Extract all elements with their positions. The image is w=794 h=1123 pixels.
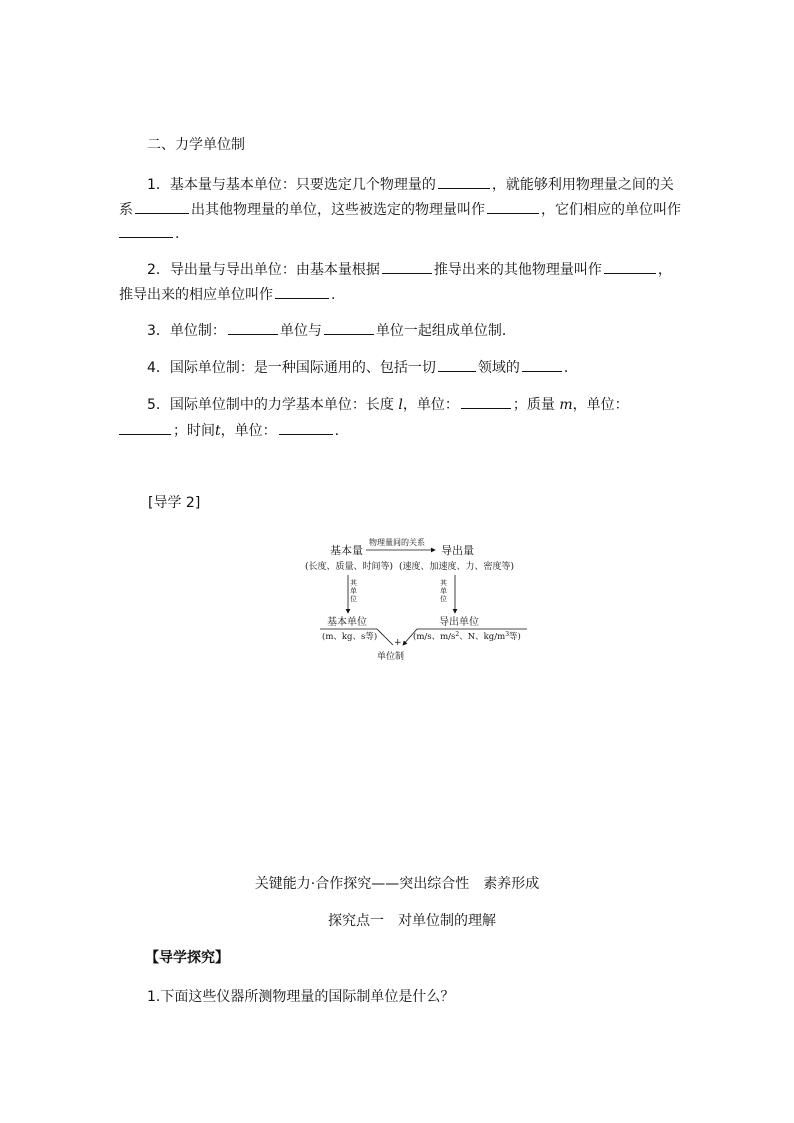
item-5-text-a: 国际单位制中的力学基本单位：长度 xyxy=(169,397,394,413)
diagram-derived-unit: 导出单位 xyxy=(439,617,479,628)
item-5-line-2 xyxy=(119,420,339,441)
item-2-text-d: 推导出来的相应单位叫作 xyxy=(119,287,273,303)
item-2-line-1 xyxy=(147,259,672,280)
item-1-text-b: ，就能够利用物理量之间的关 xyxy=(491,177,674,193)
blank-8[interactable] xyxy=(228,320,278,335)
blank-6[interactable] xyxy=(604,259,656,274)
item-1-text-d: 出其他物理量的单位，这些被选定的物理量叫作 xyxy=(191,202,485,218)
item-4-text-b: 领域的 xyxy=(477,360,520,376)
item-2-text-b: 推导出来的其他物理量叫作 xyxy=(433,262,602,278)
item-4-text-c: . xyxy=(563,360,569,376)
diagram-relation-label: 物理量间的关系 xyxy=(369,538,425,547)
key-ability-title: 关键能力·合作探究——突出综合性 素养形成 xyxy=(254,876,540,892)
diagram-base-quantity: 基本量 xyxy=(330,544,363,557)
item-2-line-2 xyxy=(119,284,335,305)
item-1-line-1 xyxy=(147,174,674,195)
diagram-unit-system: 单位制 xyxy=(377,652,405,662)
diagram-right-label-3: 位 xyxy=(440,595,447,603)
blank-10[interactable] xyxy=(438,357,476,372)
diagram-base-examples: (长度、质量、时间等) xyxy=(305,562,394,572)
blank-3[interactable] xyxy=(487,199,539,214)
diagram-right-label-2: 单 xyxy=(440,587,447,595)
item-5-text-f: ，单位： xyxy=(220,423,277,439)
item-1-line-3 xyxy=(119,223,179,244)
question-1: 1.下面这些仪器所测物理量的国际制单位是什么？ xyxy=(147,989,455,1005)
item-3-text-a: 单位制： xyxy=(169,323,226,339)
guide-2-label: [导学 2] xyxy=(148,495,201,511)
item-2-number: 2． xyxy=(147,262,170,278)
symbol-t: t xyxy=(215,423,221,439)
diagram-left-label-3: 位 xyxy=(350,595,357,603)
item-5-text-b: ，单位： xyxy=(402,397,459,413)
diagram-base-unit: 基本单位 xyxy=(327,617,367,628)
item-3-number: 3． xyxy=(147,323,170,339)
unit-system-diagram xyxy=(295,535,535,665)
item-5-number: 5． xyxy=(147,397,170,413)
blank-2[interactable] xyxy=(135,199,189,214)
blank-1[interactable] xyxy=(438,174,490,189)
item-5-text-g: . xyxy=(334,423,340,439)
item-3-text-c: 单位一起组成单位制． xyxy=(375,323,516,339)
symbol-m: m xyxy=(559,397,573,413)
diagram-plus: + xyxy=(394,638,402,648)
diagram-derived-unit-examples: (m/s、$m/s^2$、N、$kg/m^3$等) xyxy=(413,631,521,642)
guide-inquiry-heading: 【导学探究】 xyxy=(145,950,229,966)
diagram-left-label-2: 单 xyxy=(350,587,357,595)
item-2-text-a: 导出量与导出单位：由基本量根据 xyxy=(169,262,380,278)
blank-13[interactable] xyxy=(119,420,171,435)
blank-4[interactable] xyxy=(119,223,173,238)
item-2-text-c: ， xyxy=(657,262,672,278)
item-5-text-d: ，单位： xyxy=(572,397,629,413)
item-2-text-e: . xyxy=(331,287,336,303)
item-4-text-a: 国际单位制：是一种国际通用的、包括一切 xyxy=(169,360,436,376)
item-4-number: 4． xyxy=(147,360,170,376)
item-5-line-1 xyxy=(147,394,629,415)
inquiry-point-title: 探究点一 对单位制的理解 xyxy=(328,913,496,929)
item-1-text-a: 基本量与基本单位：只要选定几个物理量的 xyxy=(169,177,436,193)
item-1-line-2 xyxy=(119,199,681,220)
item-1-text-c: 系 xyxy=(119,202,133,218)
section-heading: 二、力学单位制 xyxy=(147,137,245,153)
item-1-number: 1． xyxy=(147,177,170,193)
blank-14[interactable] xyxy=(279,420,333,435)
item-4-line xyxy=(147,357,568,378)
blank-11[interactable] xyxy=(522,357,562,372)
diagram-derived-quantity: 导出量 xyxy=(441,544,474,557)
diagram-left-label-1: 其 xyxy=(350,579,357,587)
item-1-text-f: . xyxy=(175,226,180,242)
diagram-base-unit-examples: (m、kg、s等) xyxy=(322,632,378,642)
blank-9[interactable] xyxy=(324,320,374,335)
blank-12[interactable] xyxy=(461,394,511,409)
item-1-text-e: ，它们相应的单位叫作 xyxy=(541,202,681,218)
item-5-text-c: ；质量 xyxy=(512,397,555,413)
blank-5[interactable] xyxy=(382,259,432,274)
diagram-right-label-1: 其 xyxy=(440,579,447,587)
item-5-text-e: ；时间 xyxy=(173,423,215,439)
item-3-text-b: 单位与 xyxy=(279,323,322,339)
symbol-l: l xyxy=(398,397,403,413)
item-3-line xyxy=(147,320,516,341)
diagram-derived-examples: (速度、加速度、力、密度等) xyxy=(399,562,515,572)
blank-7[interactable] xyxy=(275,284,329,299)
